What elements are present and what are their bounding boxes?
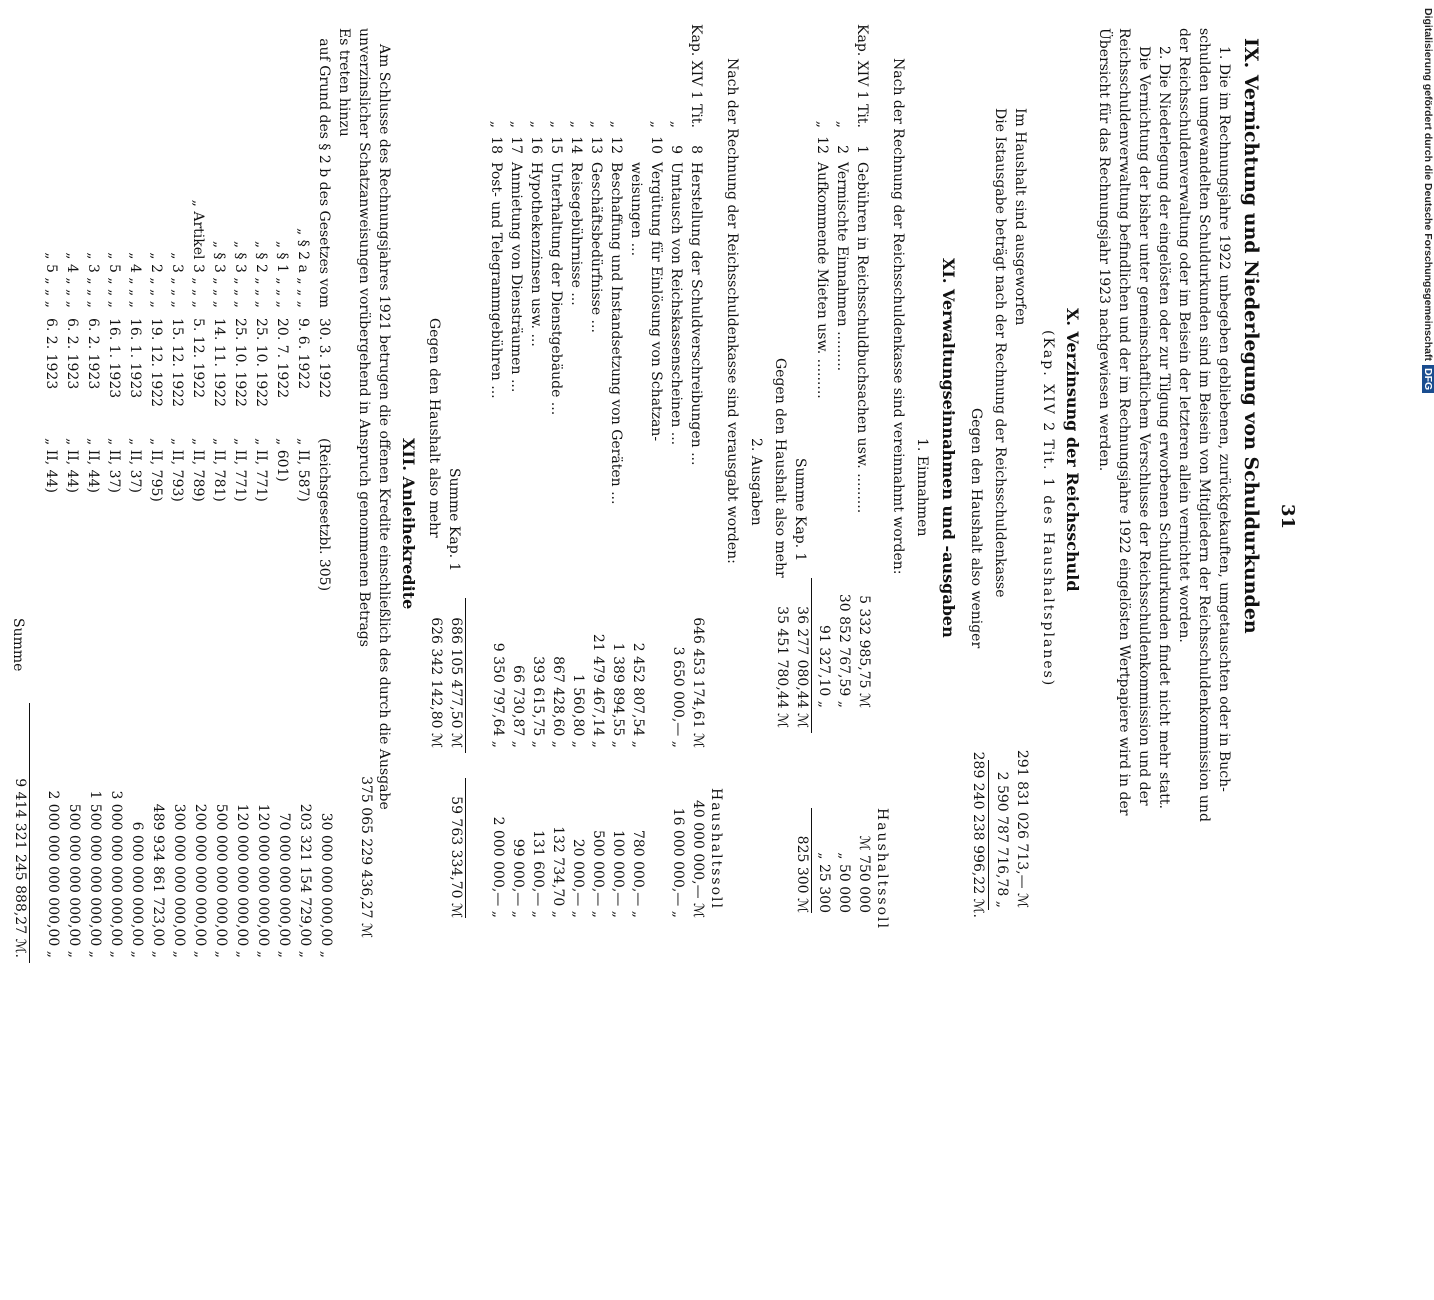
section-11-title: XI. Verwaltungseinnahmen und -ausgaben [939, 258, 958, 638]
text-line: Am Schlusse des Rechnungsjahres 1921 betrugen die offenen Kredite einschließlich des durch die Ausgabe [376, 44, 392, 810]
credit-basis: „ 3 „ „ „ [169, 252, 185, 308]
budget-value: 291 831 026 713,— ℳ [1014, 749, 1030, 908]
credit-basis: „ 2 „ „ „ [148, 252, 164, 308]
section-9-title: IX. Vernichtung und Niederlegung von Schuldurkunden [1240, 38, 1262, 634]
section-12-title: XII. Anleihekredite [399, 438, 418, 610]
credit-amount: 6 000 000 000,00 „ [129, 821, 145, 958]
credit-date: 6. 2. 1923 [85, 318, 101, 390]
credit-amount: 120 000 000 000,00 „ [234, 803, 250, 958]
income-amount: 91 327,10 „ [816, 625, 832, 708]
expense-soll-rule [465, 778, 466, 918]
expense-amount: 2 452 807,54 „ [630, 642, 646, 748]
credit-ref: „ II, 37) [127, 438, 143, 493]
income-intro: Nach der Rechnung der Reichsschuldenkasse sind vereinnahmt worden: [890, 58, 906, 575]
expense-sum: 686 105 477,50 ℳ [448, 617, 464, 748]
actual-value: 2 590 787 716,78 „ [994, 771, 1010, 908]
expense-label: weisungen ... [628, 162, 644, 257]
credit-basis: „ 5 „ „ „ [43, 252, 59, 308]
expense-amount: 646 453 174,61 ℳ [690, 617, 706, 748]
income-diff-label: Gegen den Haushalt also mehr [772, 358, 788, 578]
dfg-credit [1422, 8, 1434, 393]
credit-amount: 500 000 000 000,00 „ [213, 803, 229, 958]
income-diff: 35 451 780,44 ℳ [774, 606, 790, 728]
expense-sum-rule [465, 598, 466, 753]
credit-ref: „ II, 37) [106, 438, 122, 493]
section-9-text [1094, 28, 1234, 822]
credit-ref: „ 601) [274, 438, 290, 482]
income-amount: 30 852 767,59 „ [836, 593, 852, 708]
credit-amount: 120 000 000 000,00 „ [255, 803, 271, 958]
sum-rule [988, 760, 989, 910]
credit-ref: (Reichsgesetzbl. 305) [316, 438, 332, 592]
credit-ref: „ II, 44) [64, 438, 80, 493]
credit-ref: „ II, 781) [211, 438, 227, 502]
expense-kap: „ [548, 120, 564, 128]
expense-soll: 20 000,— „ [570, 838, 586, 918]
credit-amount: 300 000 000 000,00 „ [171, 803, 187, 958]
dfg-credit-text: Digitalisierung gefördert durch die Deutsche Forschungsgemeinschaft [1422, 8, 1434, 361]
credit-basis: „ § 2 „ „ „ [253, 240, 269, 308]
credit-sum: 9 414 321 245 888,27 ℳ. [12, 778, 28, 958]
expense-label: Reisegebührnisse ... [568, 162, 584, 306]
income-kap: Kap. XIV 1 Tit. [854, 24, 870, 128]
credit-amount: 203 321 154 729,00 „ [297, 803, 313, 958]
expense-amount: 393 615,75 „ [530, 656, 546, 748]
income-soll: „ 25 300 [816, 852, 832, 913]
expense-label: Post- und Telegrammgebühren ... [488, 162, 504, 399]
credit-basis: „ Artikel 3 „ „ „ [190, 199, 206, 308]
credit-ref: „ II, 789) [190, 438, 206, 502]
credit-ref: „ II, 771) [232, 438, 248, 502]
expense-tit: 12 [608, 136, 624, 154]
credit-sum-rule [29, 703, 30, 963]
expense-amount: 9 350 797,64 „ [490, 642, 506, 748]
credit-date: 15. 12. 1922 [169, 318, 185, 408]
section-10-subtitle: (Kap. XIV 2 Tit. 1 des Haushaltsplanes) [1040, 330, 1056, 688]
credit-ref: „ II, 44) [43, 438, 59, 493]
credit-ref: „ II, 793) [169, 438, 185, 502]
expense-tit: 10 [648, 136, 664, 154]
credit-basis: auf Grund des § 2 b des Gesetzes vom [316, 38, 332, 308]
expense-amount: 867 428,60 „ [550, 656, 566, 748]
income-label: Aufkommende Mieten usw. ......... [814, 162, 830, 399]
text-line: Übersicht für das Rechnungsjahr 1923 nachgewiesen werden. [1096, 28, 1112, 472]
credit-amount: 200 000 000 000,00 „ [192, 803, 208, 958]
credit-amount: 489 934 861 723,00 „ [150, 803, 166, 958]
expense-label: Hypothekenzinsen usw. ... [528, 162, 544, 347]
income-subtitle: 1. Einnahmen [914, 438, 930, 537]
expense-tit: 8 [688, 145, 704, 154]
credit-amount: 70 000 000 000,00 „ [276, 812, 292, 958]
credit-date: 20. 7. 1922 [274, 318, 290, 399]
expense-sum-soll: 59 763 334,70 ℳ [448, 796, 464, 918]
credit-date: 14. 11. 1922 [211, 318, 227, 408]
expense-soll: 99 000,— „ [510, 838, 526, 918]
credit-basis: „ § 3 „ „ „ [211, 240, 227, 308]
text-line: der Reichsschuldenverwaltung oder im Beisein der letzteren allein vernichtet worden. [1176, 28, 1192, 643]
credit-basis: „ 4 „ „ „ [127, 252, 143, 308]
expense-soll: 16 000 000,— „ [670, 807, 686, 918]
expense-diff-label: Gegen den Haushalt also mehr [426, 318, 442, 538]
income-soll-rule [811, 808, 812, 913]
credit-basis: „ § 3 „ „ „ [232, 240, 248, 308]
expense-tit: 18 [488, 136, 504, 154]
text-line: Die Vernichtung der bisher unter gemeinschaftlichem Verschlusse der Reichsschuldenkommission und der [1136, 46, 1152, 806]
income-soll-header: Haushaltssoll [874, 808, 890, 930]
credit-date: 16. 1. 1923 [127, 318, 143, 399]
expense-soll: 132 734,70 „ [550, 826, 566, 918]
expense-amount: 21 479 467,14 „ [590, 633, 606, 748]
credit-date: 30. 3. 1922 [316, 318, 332, 399]
expense-tit: 9 [668, 145, 684, 154]
expense-kap: „ [648, 120, 664, 128]
text-line: Es treten hinzu [336, 28, 352, 137]
income-kap: „ [834, 120, 850, 128]
expense-amount: 1 560,80 „ [570, 673, 586, 748]
credit-date: 6. 2. 1923 [64, 318, 80, 390]
income-label: Vermischte Einnahmen ......... [834, 162, 850, 372]
credit-date: 16. 1. 1923 [106, 318, 122, 399]
credit-ref: „ II, 771) [253, 438, 269, 502]
difference-value: 289 240 238 996,22 ℳ. [970, 751, 986, 918]
credit-basis: „ 4 „ „ „ [64, 252, 80, 308]
expense-soll: 500 000,— „ [590, 829, 606, 918]
expense-kap: „ [528, 120, 544, 128]
expense-label: Vergütung für Einlösung von Schatzan- [648, 162, 664, 442]
credit-amount: 1 500 000 000 000,00 „ [87, 790, 103, 958]
expense-soll-header: Haushaltssoll [708, 788, 724, 910]
credit-amount: 30 000 000 000,00 „ [318, 812, 334, 958]
expense-amount: 66 730,87 „ [510, 665, 526, 748]
credit-basis: „ § 2 a „ „ „ [295, 228, 311, 308]
expense-label: Geschäftsbedürfnisse ... [588, 162, 604, 333]
credit-amount: 2 000 000 000 000,00 „ [45, 790, 61, 958]
section-12-intro [334, 28, 394, 810]
credit-basis: „ 5 „ „ „ [106, 252, 122, 308]
credit-sum-label: Summe [10, 618, 26, 672]
expense-kap: Kap. XIV 1 Tit. [688, 24, 704, 128]
expense-tit: 14 [568, 136, 584, 154]
expense-amount: 1 389 894,55 „ [610, 642, 626, 748]
expense-label: Beschaffung und Instandsetzung von Geräten ... [608, 162, 624, 505]
expense-tit: 16 [528, 136, 544, 154]
expense-diff: 626 342 142,80 ℳ [428, 617, 444, 748]
expense-label: Umtausch von Reichskassenscheinen ... [668, 162, 684, 446]
rotated-page-content [10, 18, 1298, 968]
expense-subtitle: 2. Ausgaben [748, 438, 764, 526]
expense-soll: 100 000,— „ [610, 829, 626, 918]
credit-date: 9. 6. 1922 [295, 318, 311, 390]
credit-ref: „ II, 44) [85, 438, 101, 493]
income-sum-rule [811, 578, 812, 733]
credit-ref: „ II, 795) [148, 438, 164, 502]
credit-amount: 500 000 000 000,00 „ [66, 803, 82, 958]
income-kap: „ [814, 120, 830, 128]
expense-soll: 780 000,— „ [630, 829, 646, 918]
credit-basis: „ § 1 „ „ „ [274, 240, 290, 308]
expense-label: Herstellung der Schuldverschreibungen ... [688, 162, 704, 466]
credit-date: 6. 2. 1923 [43, 318, 59, 390]
income-tit: 12 [814, 136, 830, 154]
dfg-logo: DFG [1422, 365, 1434, 393]
income-soll: „ 50 000 [836, 852, 852, 913]
income-sum-soll: 825 300 ℳ [794, 835, 810, 913]
credit-date: 5. 12. 1922 [190, 318, 206, 399]
income-sum: 36 277 080,44 ℳ [794, 606, 810, 728]
budget-label: Im Haushalt sind ausgeworfen [1012, 108, 1028, 326]
dfg-credit-strip [1420, 8, 1434, 998]
text-line: 2. Die Niederlegung der eingelösten oder zur Tilgung erworbenen Schuldurkunden findet nicht mehr statt. [1156, 46, 1172, 809]
credit-date: 25. 10. 1922 [253, 318, 269, 408]
text-line: unverzinslicher Schatzanweisungen vorübergehend in Anspruch genommenen Betrags [356, 28, 372, 647]
income-sum-label: Summe Kap. 1 [792, 458, 808, 562]
expense-soll: 2 000 000,— „ [490, 816, 506, 918]
difference-label: Gegen den Haushalt also weniger [968, 408, 984, 649]
credit-amount: 3 000 000 000 000,00 „ [108, 790, 124, 958]
expense-amount: 3 650 000,— „ [670, 646, 686, 748]
expense-kap: „ [668, 120, 684, 128]
income-amount: 5 332 985,75 ℳ [856, 595, 872, 708]
text-line: Reichsschuldenverwaltung befindlichen und der im Rechnungsjahre 1922 eingelösten Wertpapiere wird in der [1116, 28, 1132, 816]
expense-tit: 17 [508, 136, 524, 154]
expense-kap: „ [508, 120, 524, 128]
income-tit: 1 [854, 145, 870, 154]
credit-ref: „ II, 587) [295, 438, 311, 502]
credit-opening-value: 375 065 229 436,27 ℳ [358, 776, 374, 938]
expense-tit: 15 [548, 136, 564, 154]
actual-label: Die Istausgabe beträgt nach der Rechnung der Reichsschuldenkasse [992, 108, 1008, 598]
section-10-title: X. Verzinsung der Reichsschuld [1063, 308, 1082, 592]
page-number: 31 [1277, 504, 1298, 530]
expense-kap: „ [568, 120, 584, 128]
expense-kap: „ [588, 120, 604, 128]
expense-soll: 131 600,— „ [530, 829, 546, 918]
credit-basis: „ 3 „ „ „ [85, 252, 101, 308]
expense-intro: Nach der Rechnung der Reichsschuldenkasse sind verausgabt worden: [724, 58, 740, 564]
expense-tit: 13 [588, 136, 604, 154]
expense-label: Anmietung von Diensträumen ... [508, 162, 524, 393]
expense-label: Unterhaltung der Dienstgebäude ... [548, 162, 564, 416]
expense-kap: „ [488, 120, 504, 128]
credit-date: 25. 10. 1922 [232, 318, 248, 408]
expense-sum-label: Summe Kap. 1 [446, 468, 462, 572]
credit-date: 19. 12. 1922 [148, 318, 164, 408]
income-soll: ℳ 750 000 [856, 835, 872, 913]
text-line: schulden umgewandelten Schuldurkunden sind im Beisein von Mitgliedern der Reichsschuldenkommission und [1196, 28, 1212, 822]
text-line: 1. Die im Rechnungsjahre 1922 unbegeben gebliebenen, zurückgekauften, umgetauschten oder in Buch- [1216, 46, 1232, 792]
expense-soll: 40 000 000,— ℳ [690, 799, 706, 918]
income-label: Gebühren in Reichsschuldbuchsachen usw. ......... [854, 162, 870, 514]
income-tit: 2 [834, 145, 850, 154]
expense-kap: „ [608, 120, 624, 128]
